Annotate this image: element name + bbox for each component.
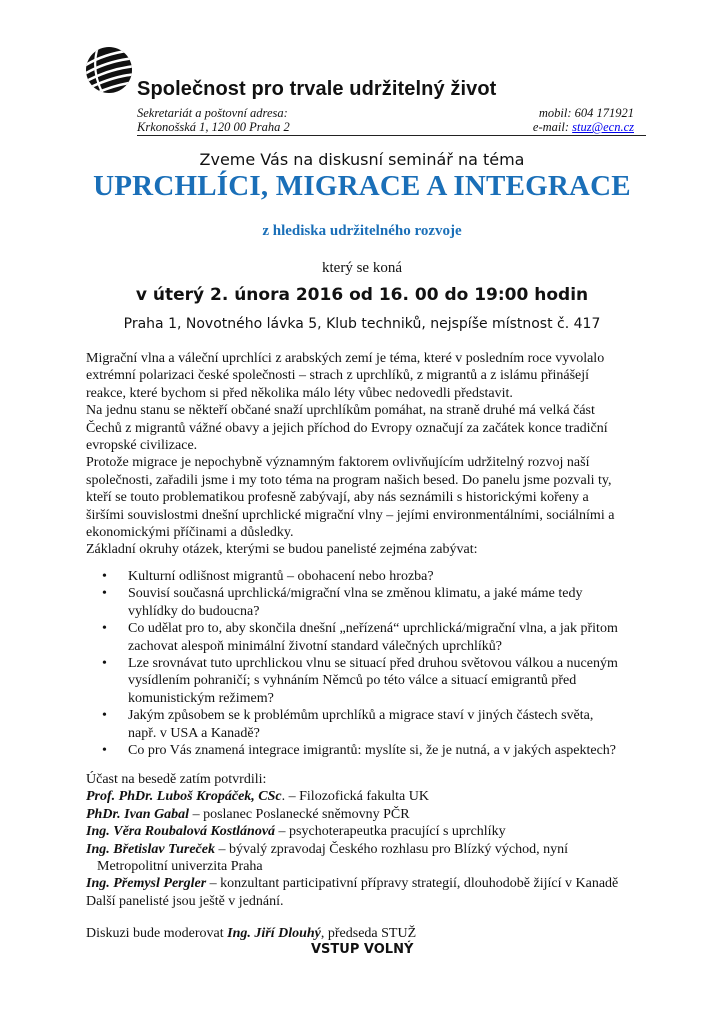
topic-line: vysídlením pohraničí; s vyhnáním Němců po této válce a situací emigrantů před xyxy=(128,673,577,689)
participant-name: Ing. Přemysl Pergler xyxy=(86,876,207,892)
bullet-icon: • xyxy=(102,742,107,758)
email-label: e-mail: xyxy=(532,120,573,134)
topic-item xyxy=(102,568,646,585)
topic-item xyxy=(102,620,646,655)
moderator-prefix: Diskuzi bude moderovat xyxy=(86,926,228,941)
topic-line: Souvisí současná uprchlická/migrační vlna se změnou klimatu, a jaké máme tedy xyxy=(128,586,583,602)
body-line: Migrační vlna a váleční uprchlíci z arabských zemí je téma, které v posledním roce vyvolalo xyxy=(86,351,605,366)
topic-item xyxy=(102,585,646,620)
free-entry-label: VSTUP VOLNÝ xyxy=(311,942,414,957)
participant-row xyxy=(86,875,646,892)
seminar-subtitle: z hlediska udržitelného rozvoje xyxy=(262,223,462,239)
body-line: kteří se touto problematikou profesně zabývají, aby nás seznámili s historickými kořeny a xyxy=(86,490,589,506)
participant-row xyxy=(86,806,646,823)
body-line: společnosti, zařadili jsme i my toto téma na program našich besed. Do panelu jsme pozvali ty, xyxy=(86,472,612,488)
participant-role: . – Filozofická fakulta UK xyxy=(281,789,429,805)
topic-item xyxy=(102,655,646,707)
topic-line: Kulturní odlišnost migrantů – obohacení nebo hrozba? xyxy=(128,568,434,584)
address-label: Sekretariát a poštovní adresa: xyxy=(137,106,288,120)
topic-line: Co pro Vás znamená integrace imigrantů: myslíte si, že je nutná, a v jakých aspektech? xyxy=(128,742,617,758)
organization-name: Společnost pro trvale udržitelný život xyxy=(137,78,497,100)
participant-row xyxy=(86,823,646,840)
participant-name: PhDr. Ivan Gabal xyxy=(86,806,190,822)
postal-address: Krkonošská 1, 120 00 Praha 2 xyxy=(137,120,290,134)
topic-line: zachovat alespoň minimální životní standard válečných uprchlíků? xyxy=(128,638,502,654)
participants-outro: Další panelisté jsou ještě v jednání. xyxy=(86,893,284,909)
email-line xyxy=(533,120,634,135)
participants-section xyxy=(86,771,646,910)
body-line: ekonomickými příčinami a důsledky. xyxy=(86,525,294,541)
bullet-icon: • xyxy=(102,655,107,671)
participant-role: – konzultant participativní přípravy strategií, dlouhodobě žijící v Kanadě xyxy=(206,876,619,892)
bullet-icon: • xyxy=(102,708,107,724)
topic-line: Co udělat pro to, aby skončila dnešní „neřízená“ uprchlická/migrační vlna, a jak přitom xyxy=(128,621,618,637)
mobile-number: mobil: 604 171921 xyxy=(538,106,634,120)
topic-line: Jakým způsobem se k problémům uprchlíků a migrace staví v jiných částech světa, xyxy=(128,708,594,724)
bullet-icon: • xyxy=(102,621,107,637)
header-divider xyxy=(137,135,646,136)
participant-role: – bývalý zpravodaj Českého rozhlasu pro Blízký východ, nyní xyxy=(214,841,569,857)
body-line: reakce, které bychom si před několika málo léty vůbec nedovedli představit. xyxy=(86,385,513,401)
topic-item xyxy=(102,707,646,742)
participant-role-continued: Metropolitní univerzita Praha xyxy=(97,859,263,875)
body-line: extrémní polarizaci české společnosti – strach z uprchlíků, z migrantů a z islámu přinášejí xyxy=(86,368,590,384)
body-line: Protože migrace je nepochybně významným faktorem ovlivňujícím udržitelný rozvoj naší xyxy=(86,455,590,471)
invitation-intro: Zveme Vás na diskusní seminář na téma xyxy=(199,150,525,169)
topic-line: např. v USA a Kanadě? xyxy=(128,725,260,741)
email-link[interactable]: stuz@ecn.cz xyxy=(572,120,634,134)
moderator-suffix: , předseda STUŽ xyxy=(320,926,417,941)
moderator-name: Ing. Jiří Dlouhý xyxy=(227,926,321,941)
topic-line: komunistickým režimem? xyxy=(128,690,274,706)
bullet-icon: • xyxy=(102,568,107,584)
body-line: širšími souvislostmi dnešní uprchlické migrační vlny – jejími environmentálními, sociálními a xyxy=(86,507,615,523)
body-line: Čechů z migrantů vážné obavy a jejich příchod do Evropy označují za začátek konce tradiční xyxy=(86,420,608,436)
participant-name: Ing. Břetislav Tureček xyxy=(86,841,215,857)
topic-item xyxy=(102,742,646,759)
topic-line: Lze srovnávat tuto uprchlickou vlnu se situací před druhou světovou válkou a nuceným xyxy=(128,655,618,671)
body-line: evropské civilizace. xyxy=(86,438,198,454)
seminar-title: UPRCHLÍCI, MIGRACE A INTEGRACE xyxy=(93,170,631,202)
bullet-icon: • xyxy=(102,586,107,602)
participant-row xyxy=(86,788,646,805)
globe-logo-icon xyxy=(85,46,133,94)
held-label: který se koná xyxy=(322,260,402,276)
body-line: Základní okruhy otázek, kterými se budou panelisté zejména zabývat: xyxy=(86,542,478,558)
participant-role: – psychoterapeutka pracující s uprchlíky xyxy=(275,824,506,840)
participant-name: Ing. Věra Roubalová Kostlánová xyxy=(86,824,276,840)
participants-intro: Účast na besedě zatím potvrdili: xyxy=(86,772,267,787)
participant-role: – poslanec Poslanecké sněmovny PČR xyxy=(189,806,410,822)
seminar-date: v úterý 2. února 2016 od 16. 00 do 19:00 hodin xyxy=(135,285,589,305)
participant-name: Prof. PhDr. Luboš Kropáček, CSc xyxy=(86,789,282,805)
topic-line: vyhlídky do budoucna? xyxy=(128,603,260,619)
topic-list xyxy=(86,568,646,759)
body-text xyxy=(86,350,646,759)
seminar-place: Praha 1, Novotného lávka 5, Klub techniků, nejspíše místnost č. 417 xyxy=(123,316,601,332)
body-line: Na jednu stanu se někteří občané snaží uprchlíkům pomáhat, na straně druhé má velká část xyxy=(86,403,595,419)
participant-row xyxy=(86,841,646,858)
moderator-line xyxy=(86,925,646,942)
